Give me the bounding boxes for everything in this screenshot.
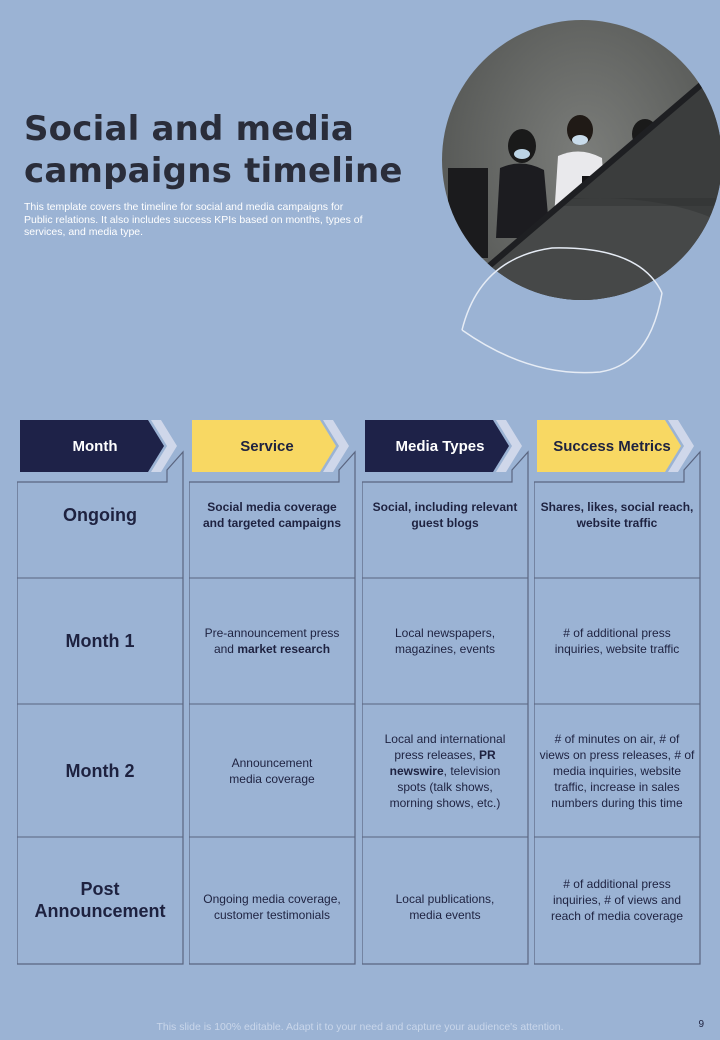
cell-month-2-media-text-c: , television spots (talk shows, morning shows, etc.): [389, 763, 501, 810]
header-month: [20, 420, 177, 472]
cell-month-2-metrics: # of minutes on air, # of views on press releases, # of media inquiries, website traffic, increase in sales numbers during this time: [539, 731, 695, 810]
page-number: 9: [698, 1019, 704, 1030]
cell-ongoing-media: Social, including relevant guest blogs: [372, 500, 518, 530]
header-media-types-label: Media Types: [395, 437, 485, 455]
cell-month-1-media: Local newspapers, magazines, events: [394, 626, 496, 656]
footer-note: This slide is 100% editable. Adapt it to your need and capture your audience's attention.: [156, 1021, 564, 1033]
header-service: [192, 420, 349, 472]
page-title: Social and media campaigns timeline: [24, 109, 403, 191]
meeting-photo: [440, 8, 720, 378]
row-label-month-1: Month 1: [65, 631, 135, 651]
row-label-ongoing: Ongoing: [63, 505, 137, 525]
header-media-types: [365, 420, 522, 472]
cell-ongoing-metrics: Shares, likes, social reach, website traffic: [540, 500, 694, 530]
cell-post-metrics: # of additional press inquiries, # of views and reach of media coverage: [550, 877, 684, 923]
cell-post-media: Local publications, media events: [395, 892, 495, 922]
cell-ongoing-service: Social media coverage and targeted campaigns: [202, 500, 342, 530]
cell-month-2-media: [362, 704, 528, 837]
cell-month-1-metrics: # of additional press inquiries, website traffic: [554, 626, 680, 656]
page-subtitle: This template covers the timeline for social and media campaigns for Public relations. It also includes success KPIs based on months, types of services, and media type.: [24, 201, 363, 238]
header-success-metrics: [537, 420, 694, 472]
row-label-post-announcement: Post Announcement: [34, 879, 166, 921]
header-month-label: Month: [72, 437, 118, 455]
cell-month-2-media-text-a: Local and international press releases,: [384, 731, 506, 762]
row-label-month-2: Month 2: [65, 760, 135, 781]
cell-month-2-media-bold: PR newswire: [389, 747, 496, 778]
cell-post-service: Ongoing media coverage, customer testimonials: [203, 892, 341, 922]
cell-month-1-service-bold: market research: [237, 642, 331, 656]
header-service-label: Service: [240, 437, 294, 455]
cell-month-2-service: Announcement media coverage: [229, 755, 315, 786]
cell-month-1-service: [189, 578, 355, 704]
header-success-metrics-label: Success Metrics: [553, 437, 671, 455]
cell-month-1-service-text: Pre-announcement press and: [204, 626, 340, 656]
